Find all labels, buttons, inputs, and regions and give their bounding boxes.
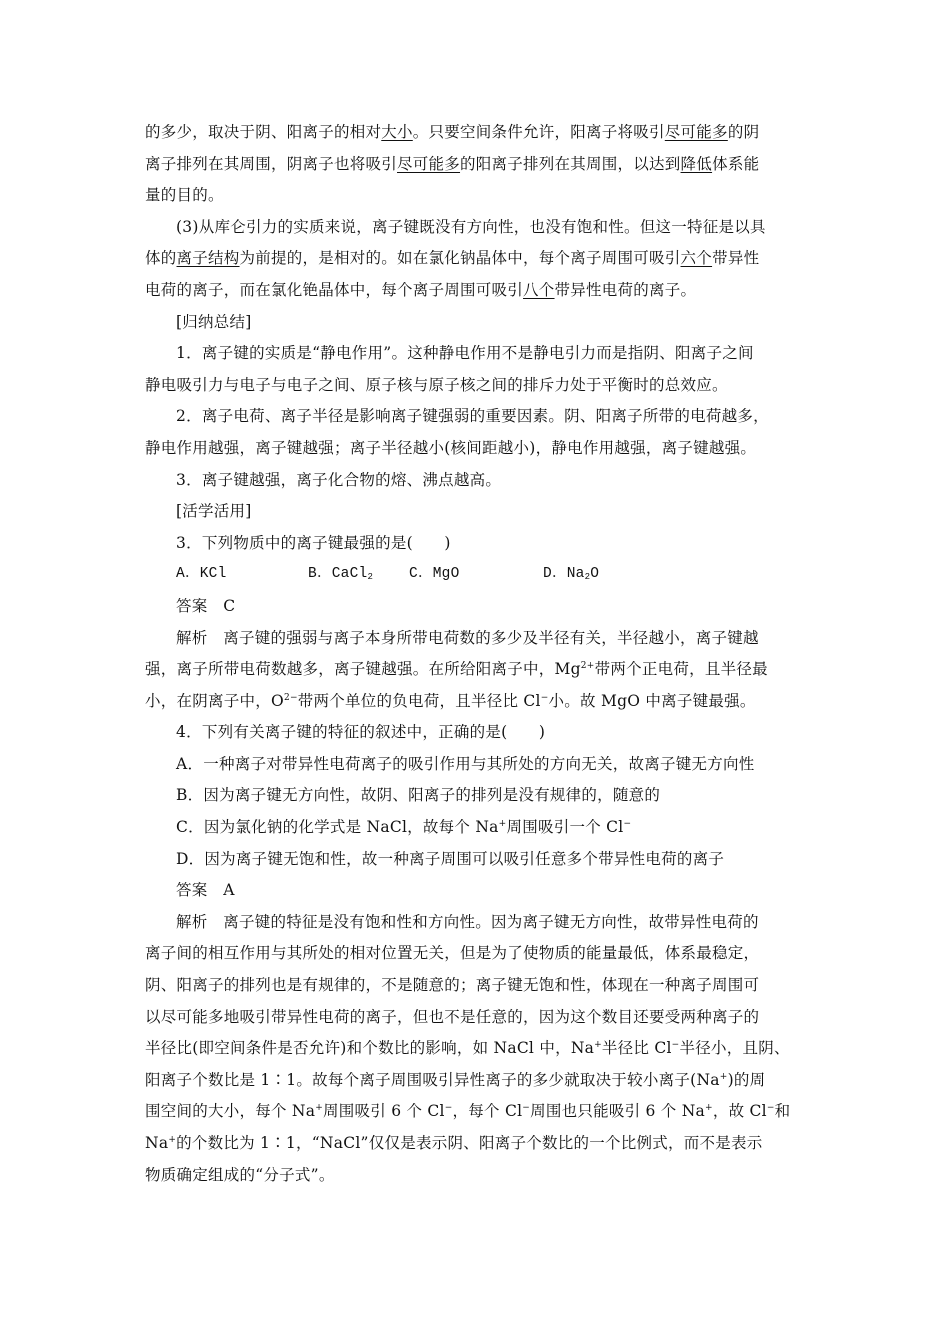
superscript: + bbox=[498, 819, 507, 830]
superscript: + bbox=[168, 1135, 177, 1145]
superscript: + bbox=[315, 1103, 324, 1114]
text: 小。故 MgO 中离子键最强。 bbox=[548, 691, 756, 710]
text: 。只要空间条件允许，阳离子将吸引 bbox=[412, 123, 665, 141]
analysis-line: 以尽可能多地吸引带异性电荷的离子，但也不是任意的，因为这个数目还要受两种离子的 bbox=[145, 1007, 760, 1026]
document-page bbox=[145, 117, 815, 1191]
superscript: − bbox=[540, 692, 549, 703]
analysis-line: 离子间的相互作用与其所处的相对位置无关，但是为了使物质的能量最低，体系最稳定， bbox=[145, 944, 760, 963]
text: 周围吸引一个 Cl bbox=[506, 818, 624, 837]
text: Na bbox=[145, 1134, 169, 1152]
paragraph-line bbox=[145, 149, 815, 181]
analysis-line: 物质确定组成的“分子式”。 bbox=[145, 1165, 335, 1184]
text: 半径小，且阴、 bbox=[679, 1039, 790, 1058]
answer-line: 答案 C bbox=[176, 596, 236, 615]
text: 的多少，取决于阴、阳离子的相对 bbox=[145, 123, 382, 141]
superscript: − bbox=[671, 1040, 680, 1051]
superscript: + bbox=[705, 1103, 713, 1114]
paragraph-line bbox=[145, 117, 815, 149]
subscript: 2 bbox=[584, 572, 591, 583]
underlined-answer: 大小 bbox=[381, 123, 413, 141]
analysis-line bbox=[145, 1128, 815, 1160]
paragraph-line: 2．离子电荷、离子半径是影响离子键强弱的重要因素。阴、阳离子所带的电荷越多， bbox=[176, 407, 769, 426]
analysis-line bbox=[145, 1065, 815, 1097]
text: )的周 bbox=[727, 1070, 766, 1089]
analysis-line: 解析 离子键的强弱与离子本身所带电荷数的多少及半径有关，半径越小，离子键越 bbox=[176, 628, 759, 647]
text: 周围吸引 6 个 Cl bbox=[323, 1102, 445, 1121]
underlined-answer: 八个 bbox=[523, 280, 555, 299]
analysis-line: 解析 离子键的特征是没有饱和性和方向性。因为离子键无方向性，故带异性电荷的 bbox=[176, 912, 759, 931]
option-a: A．一种离子对带异性电荷离子的吸引作用与其所处的方向无关，故离子键无方向性 bbox=[176, 754, 755, 773]
text: 带两个正电荷，且半径最 bbox=[594, 660, 768, 679]
section-heading: [归纳总结] bbox=[176, 312, 252, 331]
answer-options bbox=[145, 559, 815, 591]
superscript: − bbox=[623, 819, 632, 830]
text: 带异性电荷的离子。 bbox=[554, 280, 697, 299]
option-d bbox=[543, 559, 599, 591]
text: 的个数比为 1∶1，“NaCl”仅仅是表示阴、阳离子个数比的一个比例式，而不是表示 bbox=[176, 1134, 763, 1152]
analysis-line bbox=[145, 1096, 815, 1128]
text: C．因为氯化钠的化学式是 NaCl，故每个 Na bbox=[176, 818, 499, 837]
subscript: 2 bbox=[367, 572, 374, 583]
paragraph-line bbox=[145, 275, 815, 307]
underlined-answer: 离子结构 bbox=[176, 249, 240, 268]
text: 带异性 bbox=[712, 249, 760, 268]
text: 体的 bbox=[145, 249, 177, 268]
option-c: C．MgO bbox=[409, 566, 460, 583]
analysis-line: 阴、阳离子的排列也是有规律的，不是随意的；离子键无饱和性，体现在一种离子周围可 bbox=[145, 976, 760, 995]
text: B．CaCl bbox=[308, 566, 368, 583]
superscript: − bbox=[444, 1103, 453, 1114]
option-a: A．KCl bbox=[176, 566, 227, 583]
text: 半径比 Cl bbox=[601, 1039, 672, 1058]
text: 带两个单位的负电荷，且半径比 Cl bbox=[297, 691, 541, 710]
answer-line: 答案 A bbox=[176, 881, 235, 900]
text: ，每个 Cl bbox=[452, 1102, 523, 1121]
question-stem: 4．下列有关离子键的特征的叙述中，正确的是( ) bbox=[176, 723, 546, 742]
paragraph-line bbox=[145, 243, 815, 275]
text: 强，离子所带电荷数越多，离子键越强。在所给阳离子中，Mg bbox=[145, 660, 581, 679]
option-b: B．因为离子键无方向性，故阴、阳离子的排列是没有规律的，随意的 bbox=[176, 786, 661, 805]
superscript: + bbox=[719, 1071, 728, 1082]
text: 的阳离子排列在其周围，以达到 bbox=[460, 154, 681, 173]
option-c bbox=[145, 812, 815, 844]
text: 离子排列在其周围，阴离子也将吸引 bbox=[145, 154, 398, 173]
option-b bbox=[308, 559, 409, 591]
paragraph-line: 1．离子键的实质是“静电作用”。这种静电作用不是静电引力而是指阴、阳离子之间 bbox=[176, 344, 754, 363]
analysis-line bbox=[145, 654, 815, 686]
text: 为前提的，是相对的。如在氯化钠晶体中，每个离子周围可吸引 bbox=[239, 249, 681, 268]
question-stem: 3．下列物质中的离子键最强的是( ) bbox=[176, 533, 451, 552]
text: 小，在阴离子中，O bbox=[145, 691, 284, 710]
text: ，故 Cl bbox=[712, 1102, 767, 1121]
text: 围空间的大小，每个 Na bbox=[145, 1102, 316, 1121]
superscript: + bbox=[594, 1040, 602, 1051]
analysis-line bbox=[145, 1033, 815, 1065]
superscript: − bbox=[522, 1103, 531, 1114]
paragraph-line: 静电吸引力与电子与电子之间、原子核与原子核之间的排斥力处于平衡时的总效应。 bbox=[145, 375, 728, 394]
text: 半径比(即空间条件是否允许)和个数比的影响，如 NaCl 中，Na bbox=[145, 1039, 595, 1058]
text: 电荷的离子，而在氯化铯晶体中，每个离子周围可吸引 bbox=[145, 280, 524, 299]
section-heading: [活学活用] bbox=[176, 502, 252, 521]
option-d: D．因为离子键无饱和性，故一种离子周围可以吸引任意多个带异性电荷的离子 bbox=[176, 849, 725, 868]
paragraph-line: 3．离子键越强，离子化合物的熔、沸点越高。 bbox=[176, 470, 502, 489]
paragraph-line: 静电作用越强，离子键越强；离子半径越小(核间距越小)，静电作用越强，离子键越强。 bbox=[145, 438, 757, 457]
text: 体系能 bbox=[712, 154, 760, 173]
text: 周围也只能吸引 6 个 Na bbox=[530, 1102, 706, 1121]
text: 阳离子个数比是 1∶1。故每个离子周围吸引异性离子的多少就取决于较小离子(Na bbox=[145, 1070, 720, 1089]
underlined-answer: 降低 bbox=[680, 154, 713, 173]
superscript: − bbox=[766, 1103, 775, 1114]
analysis-line bbox=[145, 686, 815, 718]
text: 和 bbox=[774, 1102, 791, 1121]
superscript: 2− bbox=[283, 692, 298, 703]
text: O bbox=[590, 566, 600, 583]
underlined-answer: 六个 bbox=[680, 249, 713, 268]
superscript: 2+ bbox=[580, 661, 595, 672]
underlined-answer: 尽可能多 bbox=[397, 154, 461, 173]
text: 的阴 bbox=[727, 123, 760, 141]
text: D．Na bbox=[543, 566, 585, 583]
paragraph-line: 量的目的。 bbox=[145, 186, 224, 205]
paragraph-line: (3)从库仑引力的实质来说，离子键既没有方向性，也没有饱和性。但这一特征是以具 bbox=[176, 217, 766, 236]
underlined-answer: 尽可能多 bbox=[664, 123, 728, 141]
